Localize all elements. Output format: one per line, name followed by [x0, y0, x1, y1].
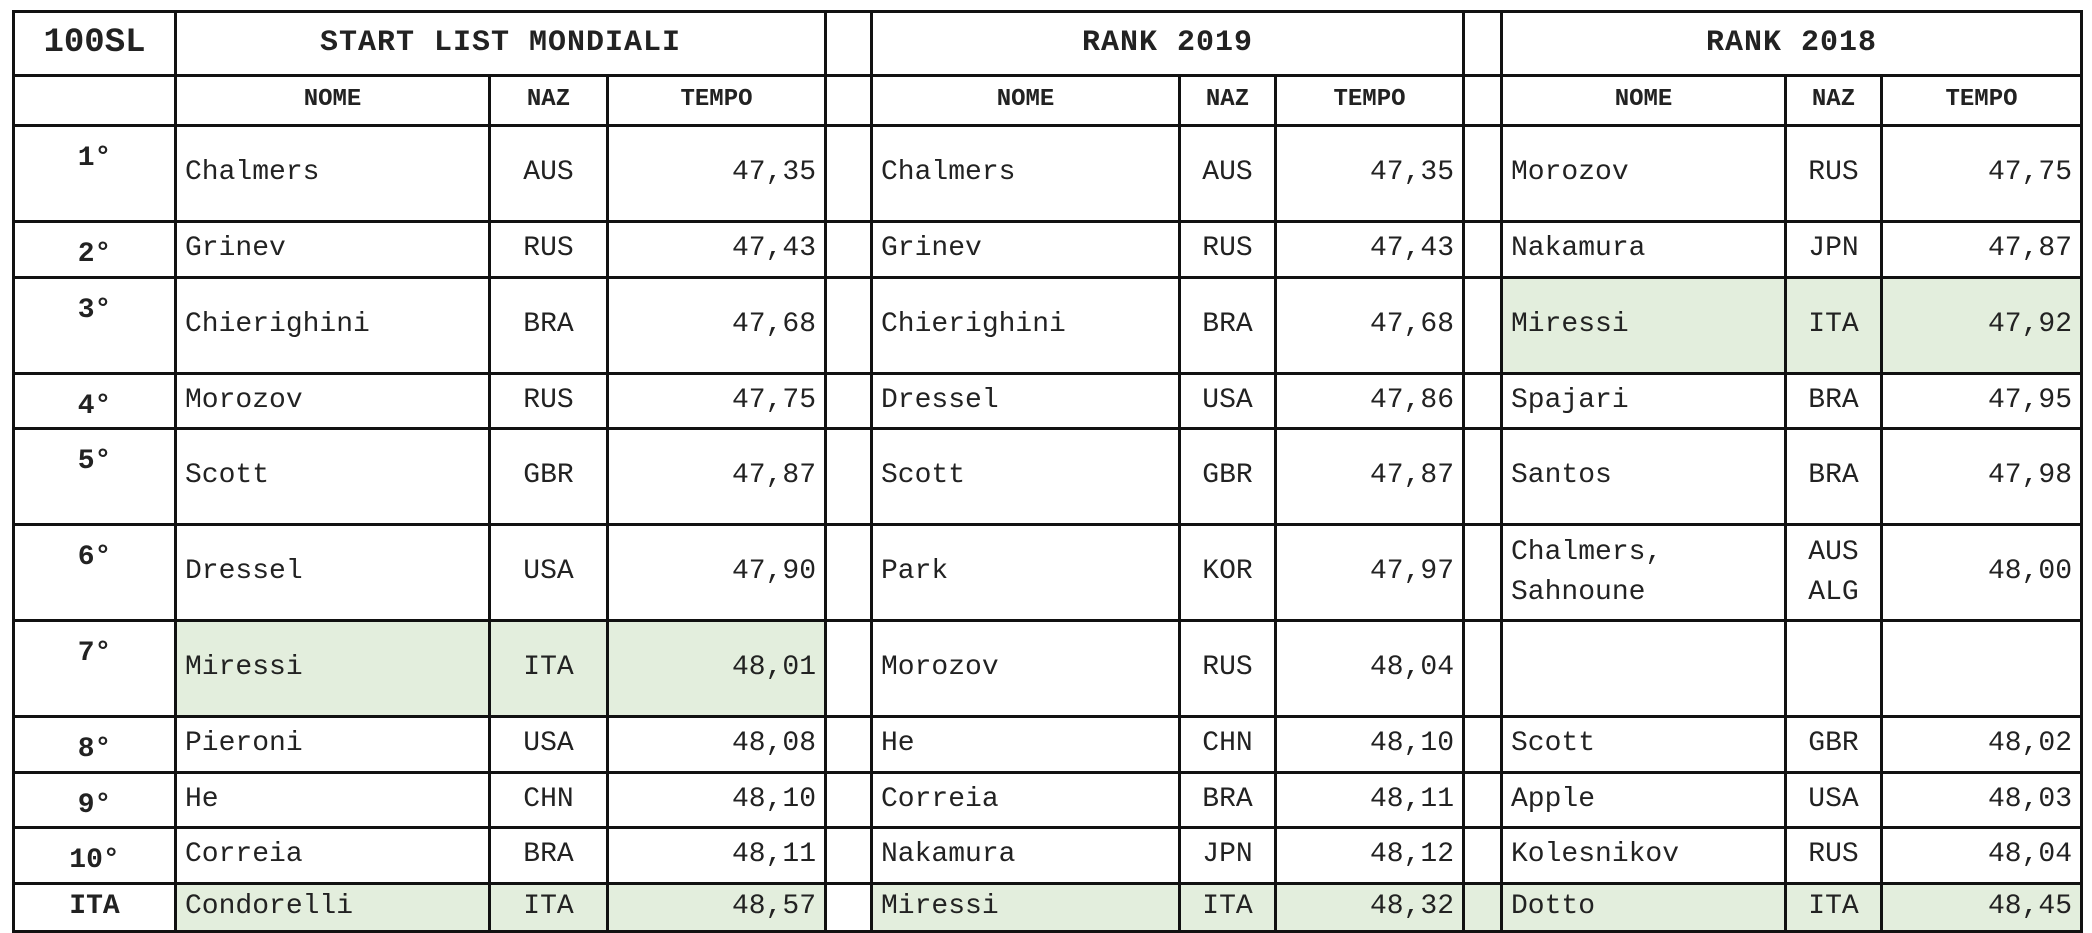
rank-cell: 1°	[14, 126, 176, 222]
corner-label: 100SL	[14, 12, 176, 76]
header-naz: NAZ	[490, 76, 608, 126]
rank2018-name	[1502, 621, 1786, 717]
start-naz: CHN	[490, 772, 608, 828]
section-gap	[826, 222, 872, 278]
rank2018-name: Dotto	[1502, 883, 1786, 931]
table-row	[14, 717, 2082, 773]
rank2018-name-line2: Sahnoune	[1511, 576, 1646, 608]
section-gap	[826, 883, 872, 931]
start-name: Pieroni	[176, 717, 490, 773]
rank2018-tempo: 47,92	[1882, 277, 2082, 373]
section-gap	[826, 12, 872, 76]
table-row	[14, 772, 2082, 828]
start-tempo: 47,43	[608, 222, 826, 278]
header-tempo: TEMPO	[1882, 76, 2082, 126]
rank2018-tempo: 47,95	[1882, 373, 2082, 429]
rank2018-tempo: 47,87	[1882, 222, 2082, 278]
rank2019-naz: ITA	[1180, 883, 1276, 931]
rank2018-name: Nakamura	[1502, 222, 1786, 278]
rank2019-naz: USA	[1180, 373, 1276, 429]
start-naz: USA	[490, 717, 608, 773]
start-naz: BRA	[490, 828, 608, 884]
section-gap	[826, 717, 872, 773]
section-gap	[1464, 222, 1502, 278]
rank2018-naz: ITA	[1786, 883, 1882, 931]
section-gap	[826, 429, 872, 525]
section-gap	[1464, 373, 1502, 429]
start-tempo: 48,01	[608, 621, 826, 717]
rank2018-naz: GBR	[1786, 717, 1882, 773]
rank2019-tempo: 48,10	[1276, 717, 1464, 773]
rank2018-naz: ITA	[1786, 277, 1882, 373]
table-row	[14, 429, 2082, 525]
section-gap	[1464, 621, 1502, 717]
rank2019-tempo: 48,12	[1276, 828, 1464, 884]
header-tempo: TEMPO	[1276, 76, 1464, 126]
rank2018-naz-shared	[1786, 525, 1882, 621]
header-naz: NAZ	[1786, 76, 1882, 126]
start-tempo: 47,75	[608, 373, 826, 429]
rank2019-tempo: 47,68	[1276, 277, 1464, 373]
table-row	[14, 373, 2082, 429]
rank2018-naz-line1: AUS	[1808, 536, 1859, 568]
start-tempo: 47,90	[608, 525, 826, 621]
rank2019-name: Morozov	[872, 621, 1180, 717]
header-nome: NOME	[176, 76, 490, 126]
rank2018-tempo: 48,03	[1882, 772, 2082, 828]
section-gap	[826, 277, 872, 373]
start-name: Morozov	[176, 373, 490, 429]
start-tempo: 47,35	[608, 126, 826, 222]
header-tempo: TEMPO	[608, 76, 826, 126]
start-naz: BRA	[490, 277, 608, 373]
start-naz: GBR	[490, 429, 608, 525]
rank2018-naz: JPN	[1786, 222, 1882, 278]
table-row	[14, 222, 2082, 278]
start-naz: RUS	[490, 373, 608, 429]
table-row	[14, 525, 2082, 621]
start-tempo: 48,11	[608, 828, 826, 884]
rank2019-naz: JPN	[1180, 828, 1276, 884]
start-naz: ITA	[490, 883, 608, 931]
rank-cell: 4°	[14, 373, 176, 429]
rank2018-name: Miressi	[1502, 277, 1786, 373]
section-gap	[826, 126, 872, 222]
section-gap	[826, 76, 872, 126]
start-name: Dressel	[176, 525, 490, 621]
rank-cell: 2°	[14, 222, 176, 278]
rank2019-name: Grinev	[872, 222, 1180, 278]
rank2018-tempo: 48,04	[1882, 828, 2082, 884]
rank2019-naz: BRA	[1180, 277, 1276, 373]
rank2019-tempo: 48,04	[1276, 621, 1464, 717]
section-gap	[1464, 828, 1502, 884]
start-name: Scott	[176, 429, 490, 525]
section-gap	[1464, 429, 1502, 525]
rank-cell: 5°	[14, 429, 176, 525]
rank2018-naz-line2: ALG	[1808, 576, 1859, 608]
rank2019-naz: RUS	[1180, 222, 1276, 278]
section-gap	[1464, 76, 1502, 126]
rank2018-name: Apple	[1502, 772, 1786, 828]
rank2019-naz: AUS	[1180, 126, 1276, 222]
rank2019-tempo: 47,87	[1276, 429, 1464, 525]
table-row	[14, 828, 2082, 884]
rank2018-name: Santos	[1502, 429, 1786, 525]
rank2018-tempo	[1882, 621, 2082, 717]
section-gap	[1464, 883, 1502, 931]
rank2018-naz: BRA	[1786, 429, 1882, 525]
rank2019-name: Chierighini	[872, 277, 1180, 373]
table-row	[14, 277, 2082, 373]
start-tempo: 48,08	[608, 717, 826, 773]
start-tempo: 47,68	[608, 277, 826, 373]
rank2019-tempo: 47,43	[1276, 222, 1464, 278]
rank2018-tempo: 47,75	[1882, 126, 2082, 222]
section-gap	[826, 373, 872, 429]
section-title-rank-2018: RANK 2018	[1502, 12, 2082, 76]
start-name: He	[176, 772, 490, 828]
rank2019-naz: KOR	[1180, 525, 1276, 621]
header-nome: NOME	[1502, 76, 1786, 126]
rank2019-naz: GBR	[1180, 429, 1276, 525]
start-naz: RUS	[490, 222, 608, 278]
table-row	[14, 126, 2082, 222]
rank2019-name: Correia	[872, 772, 1180, 828]
section-gap	[826, 621, 872, 717]
rank2019-naz: RUS	[1180, 621, 1276, 717]
rank-cell: 3°	[14, 277, 176, 373]
header-naz: NAZ	[1180, 76, 1276, 126]
section-gap	[826, 828, 872, 884]
rank-cell: 7°	[14, 621, 176, 717]
rank2018-tempo: 48,02	[1882, 717, 2082, 773]
rank2018-naz	[1786, 621, 1882, 717]
start-tempo: 48,57	[608, 883, 826, 931]
rank2018-tempo: 47,98	[1882, 429, 2082, 525]
start-name: Chalmers	[176, 126, 490, 222]
start-name: Chierighini	[176, 277, 490, 373]
rank2019-name: Nakamura	[872, 828, 1180, 884]
section-gap	[1464, 772, 1502, 828]
rank2018-tempo: 48,00	[1882, 525, 2082, 621]
header-nome: NOME	[872, 76, 1180, 126]
rank-cell: 10°	[14, 828, 176, 884]
title-row	[14, 12, 2082, 76]
rank-cell: 9°	[14, 772, 176, 828]
start-name: Grinev	[176, 222, 490, 278]
rank2019-name: Dressel	[872, 373, 1180, 429]
rank2019-tempo: 47,86	[1276, 373, 1464, 429]
rank2019-name: He	[872, 717, 1180, 773]
rank2018-name-shared	[1502, 525, 1786, 621]
rank2018-name-line1: Chalmers,	[1511, 536, 1663, 568]
section-gap	[1464, 717, 1502, 773]
rank2018-name: Scott	[1502, 717, 1786, 773]
start-naz: USA	[490, 525, 608, 621]
rank2018-name: Spajari	[1502, 373, 1786, 429]
rank-cell: ITA	[14, 883, 176, 931]
rank2019-tempo: 48,32	[1276, 883, 1464, 931]
rank-cell: 8°	[14, 717, 176, 773]
rank2019-name: Park	[872, 525, 1180, 621]
start-naz: ITA	[490, 621, 608, 717]
rank2018-name: Kolesnikov	[1502, 828, 1786, 884]
rank2019-tempo: 48,11	[1276, 772, 1464, 828]
rank2018-naz: RUS	[1786, 126, 1882, 222]
rank2019-name: Miressi	[872, 883, 1180, 931]
rank2018-tempo: 48,45	[1882, 883, 2082, 931]
start-tempo: 48,10	[608, 772, 826, 828]
header-row	[14, 76, 2082, 126]
rank2019-tempo: 47,97	[1276, 525, 1464, 621]
start-name: Condorelli	[176, 883, 490, 931]
start-name: Correia	[176, 828, 490, 884]
rank2019-tempo: 47,35	[1276, 126, 1464, 222]
rank2019-name: Chalmers	[872, 126, 1180, 222]
rank2018-naz: RUS	[1786, 828, 1882, 884]
section-title-rank-2019: RANK 2019	[872, 12, 1464, 76]
section-gap	[826, 525, 872, 621]
table-row	[14, 621, 2082, 717]
start-name: Miressi	[176, 621, 490, 717]
header-rank-blank	[14, 76, 176, 126]
section-title-start-list: START LIST MONDIALI	[176, 12, 826, 76]
rank2018-naz: BRA	[1786, 373, 1882, 429]
rank2019-naz: BRA	[1180, 772, 1276, 828]
start-tempo: 47,87	[608, 429, 826, 525]
rank2019-name: Scott	[872, 429, 1180, 525]
section-gap	[1464, 525, 1502, 621]
rank2018-naz: USA	[1786, 772, 1882, 828]
section-gap	[826, 772, 872, 828]
rank-cell: 6°	[14, 525, 176, 621]
section-gap	[1464, 126, 1502, 222]
rank2019-naz: CHN	[1180, 717, 1276, 773]
table-row-italy	[14, 883, 2082, 931]
rank2018-name: Morozov	[1502, 126, 1786, 222]
swimming-ranking-table	[12, 10, 2083, 933]
start-naz: AUS	[490, 126, 608, 222]
section-gap	[1464, 277, 1502, 373]
section-gap	[1464, 12, 1502, 76]
